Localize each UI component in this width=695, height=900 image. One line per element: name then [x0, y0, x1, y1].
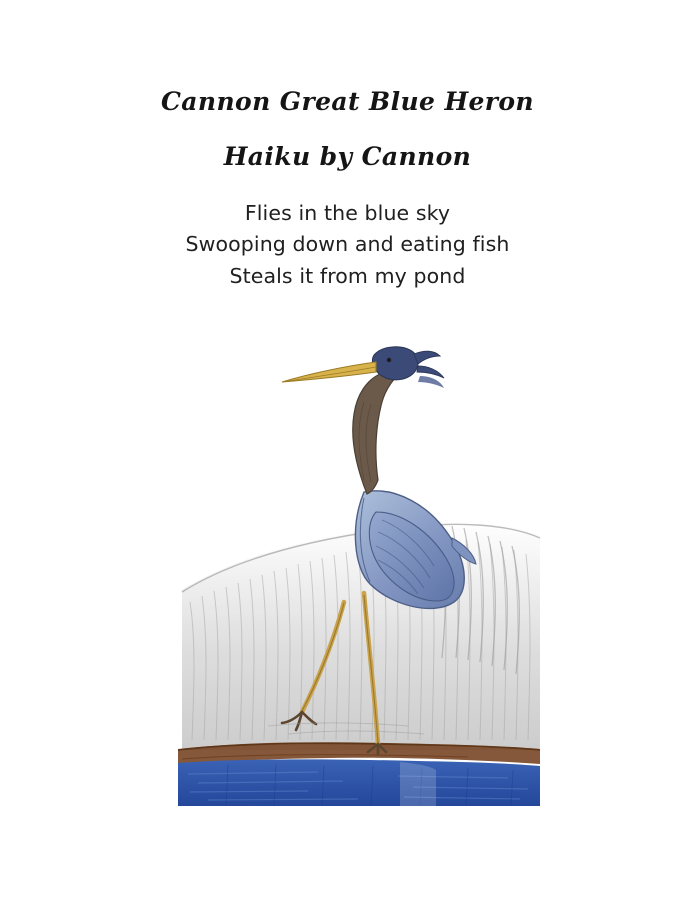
heron-neck: [353, 371, 401, 494]
poem-line: Steals it from my pond: [229, 264, 466, 289]
poem-line: Flies in the blue sky: [244, 200, 451, 225]
water-area: [178, 759, 540, 806]
document-header: [0, 0, 695, 172]
page-subtitle: Haiku by Cannon: [223, 141, 472, 171]
haiku-poem: [0, 198, 695, 293]
heron-head: [372, 347, 444, 380]
heron-illustration: [168, 340, 548, 810]
page-title: Cannon Great Blue Heron: [160, 87, 535, 116]
poem-line: Swooping down and eating fish: [185, 232, 510, 257]
heron-eye: [387, 358, 391, 362]
heron-beak: [282, 362, 376, 382]
great-blue-heron-drawing: [168, 340, 548, 810]
